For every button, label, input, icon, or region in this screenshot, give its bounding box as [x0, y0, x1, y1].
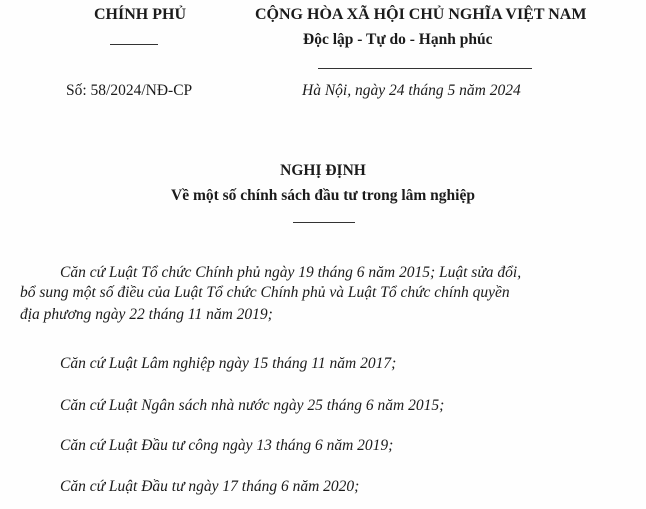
document-number: Số: 58/2024/NĐ-CP: [66, 82, 193, 99]
legal-basis-4: Căn cứ Luật Đầu tư công ngày 13 tháng 6 năm 2019;: [60, 437, 394, 454]
issuing-agency: CHÍNH PHỦ: [94, 6, 186, 23]
document-type: NGHỊ ĐỊNH: [280, 162, 366, 179]
legal-basis-3: Căn cứ Luật Ngân sách nhà nước ngày 25 tháng 6 năm 2015;: [60, 397, 445, 414]
legal-basis-1-line-3: địa phương ngày 22 tháng 11 năm 2019;: [20, 306, 273, 323]
legal-basis-2: Căn cứ Luật Lâm nghiệp ngày 15 tháng 11 năm 2017;: [60, 355, 397, 372]
agency-underline: [110, 44, 158, 45]
document-subject: Về một số chính sách đầu tư trong lâm nghiệp: [171, 187, 475, 204]
legal-basis-1-line-1: Căn cứ Luật Tổ chức Chính phủ ngày 19 tháng 6 năm 2015; Luật sửa đổi,: [60, 264, 522, 281]
title-underline: [293, 222, 355, 223]
place-and-date: Hà Nội, ngày 24 tháng 5 năm 2024: [302, 82, 521, 99]
national-motto: Độc lập - Tự do - Hạnh phúc: [303, 31, 493, 48]
national-title: CỘNG HÒA XÃ HỘI CHỦ NGHĨA VIỆT NAM: [255, 6, 587, 23]
legal-basis-1-line-2: bổ sung một số điều của Luật Tổ chức Chính phủ và Luật Tổ chức chính quyền: [20, 284, 510, 301]
legal-basis-5: Căn cứ Luật Đầu tư ngày 17 tháng 6 năm 2020;: [60, 478, 360, 495]
motto-underline: [318, 68, 532, 69]
